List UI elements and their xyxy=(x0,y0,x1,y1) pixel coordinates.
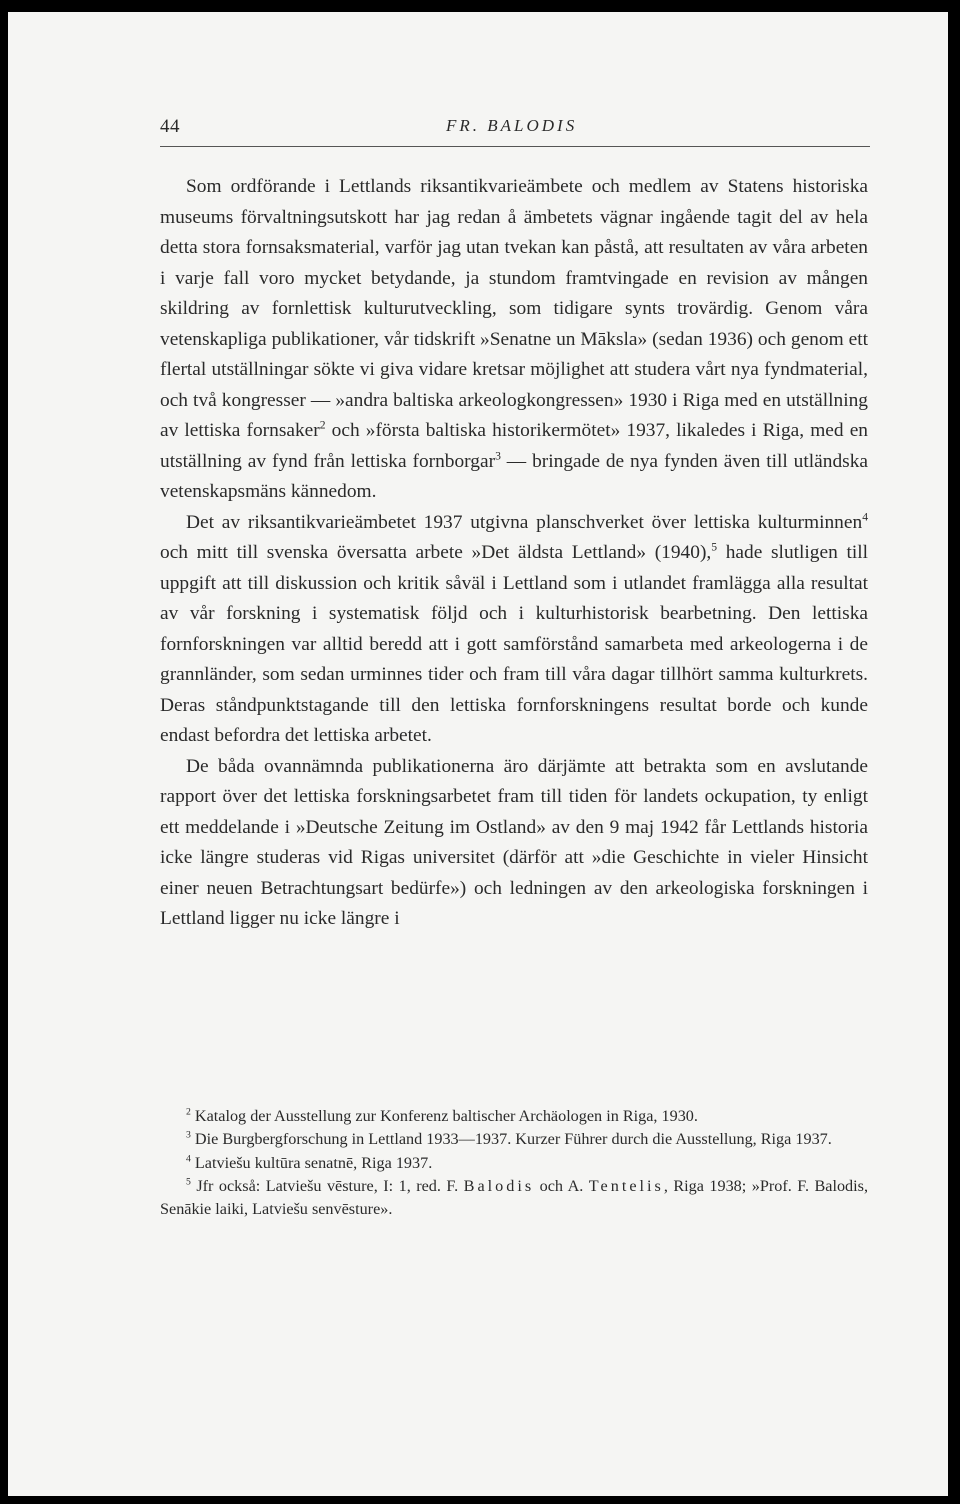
paragraph-2-text-b: och mitt till svenska översatta arbete »Det äldsta Lettland» (1940), xyxy=(160,542,712,563)
scanned-page xyxy=(8,12,948,1496)
author-name: Tentelis xyxy=(588,1176,664,1195)
footnote-number: 3 xyxy=(186,1129,191,1141)
footnote-text: Jfr också: Latviešu vēsture, I: 1, red. F. xyxy=(190,1176,464,1195)
footnote-ref-2: 2 xyxy=(319,418,326,432)
footnote-4 xyxy=(160,1152,868,1175)
footnote-number: 2 xyxy=(186,1106,191,1118)
body-text xyxy=(160,172,868,935)
paragraph-1-text-c: — bringade de nya fynden även till utländska vetenskapsmäns kännedom. xyxy=(160,450,868,502)
footnote-text: och A. xyxy=(534,1176,589,1195)
paragraph-3: De båda ovannämnda publikationerna äro därjämte att betrakta som en avslutande rapport över det lettiska forskningsarbetet fram till tiden för landets ockupation, ty enligt ett meddelande i »Deutsche Zeitung im Ostland» av den 9 maj 1942 får Lettlands historia icke längre studeras vid Rigas universitet (därför att »die Geschichte in vieler Hinsicht einer neuen Betrachtungsart bedürfe») och ledningen av den arkeologiska forskningen i Lettland ligger nu icke längre i xyxy=(160,755,868,929)
author-name: Balodis xyxy=(463,1176,535,1195)
paragraph-1-text-a: Som ordförande i Lettlands riksantikvarieämbete och medlem av Statens historiska museums förvaltningsutskott har jag redan å ämbetets vägnar ingående tagit del av hela detta stora fornsaksmaterial, varför jag utan tvekan kan påstå, att resultaten av våra arbeten i varje fall voro mycket betydande, ja stundom framtvingade en revision av mången skildring av fornlettisk kulturutveckling, som tidigare synts trovärdig. Genom våra vetenskapliga publikationer, vår tidskrift »Senatne un Māksla» (sedan 1936) och genom ett flertal utställningar sökte vi giva vidare kretsar möjlighet att studera vårt nya fyndmaterial, och två kongresser — »andra baltiska arkeologkongressen» 1930 i Riga med en utställning av lettiska fornsaker xyxy=(160,176,868,441)
running-head: FR. BALODIS xyxy=(446,116,578,135)
page-number: 44 xyxy=(160,116,180,137)
footnotes xyxy=(160,1105,868,1221)
footnote-number: 5 xyxy=(186,1176,191,1188)
footnote-ref-3: 3 xyxy=(495,448,501,462)
page-header xyxy=(160,116,870,147)
footnote-text: Katalog der Ausstellung zur Konferenz baltischer Archäologen in Riga, 1930. xyxy=(190,1107,698,1125)
footnote-2 xyxy=(160,1105,868,1128)
footnote-ref-5: 5 xyxy=(711,540,718,554)
footnote-3 xyxy=(160,1128,868,1151)
paragraph-1-text-b: och »första baltiska historikermötet» 1937, likaledes i Riga, med en utställning av fynd från lettiska fornborgar xyxy=(160,420,868,472)
footnote-text: , Riga 1938; »Prof. F. Balodis, Senākie laiki, Latviešu senvēsture». xyxy=(160,1176,868,1219)
footnote-text: Die Burgbergforschung in Lettland 1933—1937. Kurzer Führer durch die Ausstellung, Riga 1937. xyxy=(190,1130,832,1149)
footnote-text: Latviešu kultūra senatnē, Riga 1937. xyxy=(190,1153,433,1172)
paragraph-2-text-c: hade slutligen till uppgift att till diskussion och kritik såväl i Lettland som i utlandet framlägga alla resultat av vår forskning i systematisk följd och i kulturhistorisk bearbetning. Den lettiska fornforskningen var alltid beredd att i gott samförstånd samarbeta med arkeologerna i de grannländer, som sedan urminnes tider och fram till våra dagar tillhört samma kulturkrets. Deras ståndpunktstagande till den lettiska fornforskningens resultat borde och kunde endast befordra det lettiska arbetet. xyxy=(160,542,869,746)
footnote-number: 4 xyxy=(186,1153,191,1165)
footnote-ref-4: 4 xyxy=(862,509,868,523)
paragraph-1 xyxy=(160,172,868,508)
footnote-5 xyxy=(160,1175,868,1222)
paragraph-2 xyxy=(160,508,868,752)
paragraph-2-text-a: Det av riksantikvarieämbetet 1937 utgivna planschverket över lettiska kulturminnen xyxy=(186,511,863,533)
